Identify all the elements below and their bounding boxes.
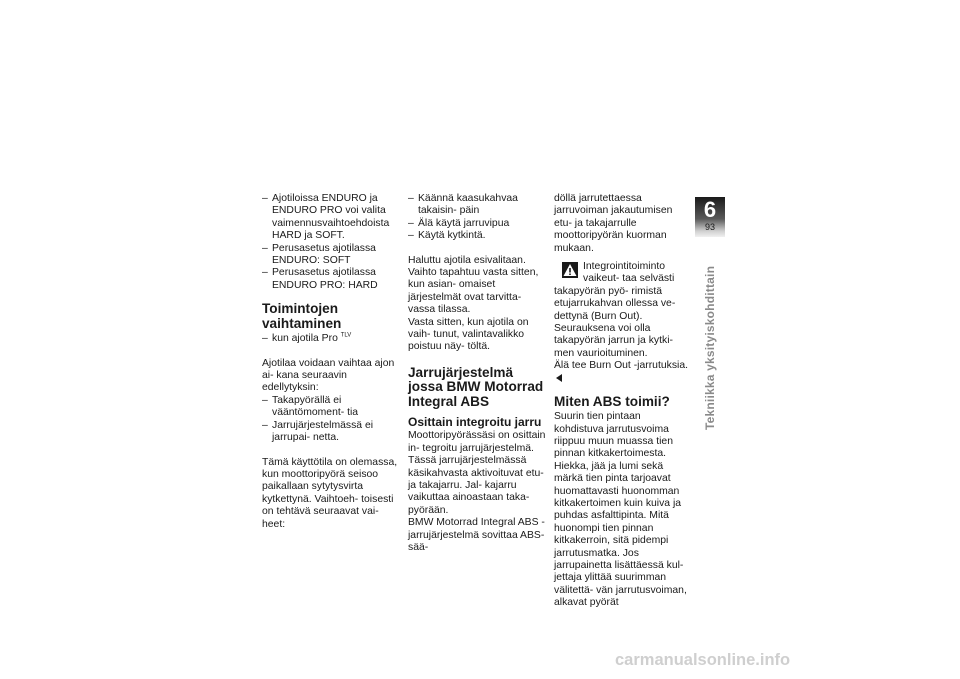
chapter-number: 6 [703,197,717,222]
condition-text: kun ajotila Pro [272,333,338,345]
paragraph: Vasta sitten, kun ajotila on vaih- tunut, valintavalikko poistuu näy- töltä. [408,316,529,353]
side-chapter-title: Tekniikka yksityiskohdittain [703,265,717,430]
column-3 [554,193,689,610]
column-1 [262,193,400,531]
drive-mode-list [262,193,400,292]
list-item: – Käytä kytkintä. [408,230,546,242]
warning-text: Integrointitoiminto vaikeut- taa selvästi takapyörän pyö- rimistä etujarrukahvan ollessa ve- dettynä (Burn Out). Seurauksena voi olla takapyörän jarrun ja kytki- men vaurioituminen. [554,261,676,359]
warning-end-text [554,360,689,385]
superscript-code: TLV [340,332,352,339]
column-2 [408,193,546,554]
page-number: 93 [704,222,715,232]
chapter-tab [695,197,725,237]
warning-instruction: Älä tee Burn Out -jarrutuksia. [554,360,688,372]
list-item: – Jarrujärjestelmässä ei jarrupai- netta. [262,420,400,445]
warning-triangle-icon [562,262,578,278]
warning-block [554,261,689,385]
list-item: – Ajotiloissa ENDURO ja ENDURO PRO voi valita vaimennusvaihtoehdoista HARD ja SOFT. [262,193,400,243]
requirement-list [262,395,400,445]
paragraph: Haluttu ajotila esivalitaan. Vaihto tapahtuu vasta sitten, kun asian- omaiset järjestelmät ovat tarvitta- vassa tilassa. [408,254,539,316]
paragraph: Moottoripyörässäsi on osittain in- tegroitu jarrujärjestelmä. Tässä jarrujärjestelmässä käsikahvasta aktivoituvat etu- ja takajarru. Jal- kajarru vaikuttaa ainoastaan taka- pyörään. [408,430,546,516]
list-item: – Perusasetus ajotilassa ENDURO PRO: HARD [262,267,400,292]
paragraph: Ajotilaa voidaan vaihtaa ajon ai- kana seuraavin edellytyksin: [262,357,395,394]
list-item: – Älä käytä jarruvipua [408,218,546,230]
watermark: carmanualsonline.info [615,651,791,669]
paragraph: BMW Motorrad Integral ABS - jarrujärjestelmä sovittaa ABS-sää- [408,517,545,554]
end-marker-icon [556,374,562,382]
list-item [262,333,400,345]
paragraph: Suurin tien pintaan kohdistuva jarrutusvoima riippuu muun muassa tien pinnan kitkakertoimesta. Hiekka, jää ja lumi sekä märkä tien pinta tarjoavat huomattavasti huonomman kitkakertoimen kuin kuiva ja puhdas asfalttipinta. Mitä huonompi tien pinnan kitkakerroin, sitä pidempi jarrutusmatka. Jos jarrupainetta lisättäessä kul- jettaja ylittää suurimman välitettä- vän jarrutusvoiman, alkavat pyörät [554,411,687,609]
paragraph: döllä jarrutettaessa jarruvoiman jakautumisen etu- ja takajarrulle moottoripyörän kuorman mukaan. [554,193,673,254]
steps-list [408,193,546,243]
list-item: – Perusasetus ajotilassa ENDURO: SOFT [262,243,400,268]
paragraph: Tämä käyttötila on olemassa, kun moottoripyörä seisoo paikallaan sytytysvirta kytkettynä. Vaihtoeh- toisesti on tehtävä seuraavat vai- heet: [262,456,398,530]
list-item: – Takapyörällä ei vääntömoment- tia [262,395,400,420]
list-item: – Käännä kaasukahvaa takaisin- päin [408,193,546,218]
section-heading-how-abs-works: Miten ABS toimii? [554,394,670,410]
subheading-partial-integral: Osittain integroitu jarru [408,415,542,430]
section-heading-abs: Jarrujärjestelmä jossa BMW Motorrad Integral ABS [408,364,544,409]
condition-list [262,333,400,345]
section-heading-switching: Toimintojen vaihtaminen [262,301,342,332]
